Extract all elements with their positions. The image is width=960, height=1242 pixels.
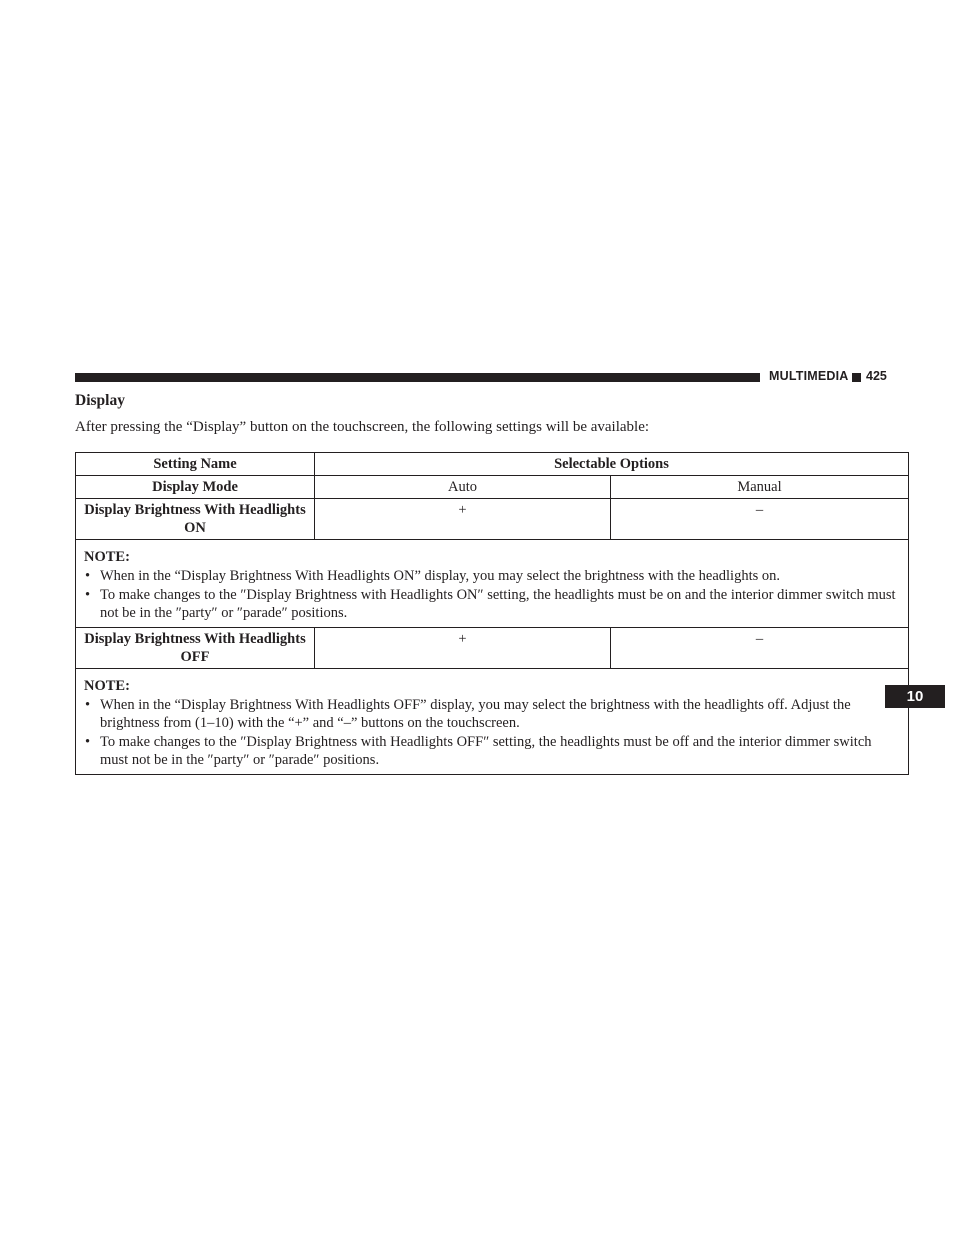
note-list bbox=[84, 567, 900, 622]
setting-name-line: Display Brightness With Headlights bbox=[84, 631, 306, 647]
option-cell: – bbox=[755, 502, 764, 518]
bullet-icon: • bbox=[85, 568, 91, 584]
header-selectable-options: Selectable Options bbox=[554, 456, 669, 472]
header-setting-name: Setting Name bbox=[76, 453, 315, 475]
running-header: MULTIMEDIA bbox=[769, 369, 849, 383]
option-cell: Auto bbox=[315, 476, 611, 498]
setting-name-cell bbox=[76, 499, 315, 539]
setting-name-line: ON bbox=[184, 520, 206, 536]
note-label: NOTE: bbox=[84, 678, 130, 694]
table-row bbox=[76, 627, 908, 668]
note-text: To make changes to the ″Display Brightness with Headlights ON″ setting, the headlights must be on and the interior dimmer switch must not be in the ″party″ or ″parade″ positions. bbox=[100, 587, 896, 621]
header-divider bbox=[852, 373, 861, 382]
setting-name-line: OFF bbox=[180, 649, 210, 665]
section-title: Display bbox=[75, 392, 125, 409]
note-list bbox=[84, 696, 900, 769]
header-rule bbox=[75, 373, 760, 382]
note-item bbox=[84, 696, 900, 732]
note-label: NOTE: bbox=[84, 549, 130, 565]
note-block bbox=[76, 668, 908, 774]
table-row bbox=[76, 475, 908, 498]
option-cell: + bbox=[315, 499, 611, 539]
setting-name-line: Display Brightness With Headlights bbox=[84, 502, 306, 518]
page-number: 425 bbox=[866, 369, 887, 383]
bullet-icon: • bbox=[85, 734, 91, 750]
settings-table bbox=[75, 452, 909, 775]
chapter-tab: 10 bbox=[885, 685, 945, 708]
table-header-row bbox=[76, 453, 908, 475]
setting-name-cell bbox=[76, 628, 315, 668]
option-cell: + bbox=[315, 628, 611, 668]
note-item bbox=[84, 733, 900, 769]
option-cell: Manual bbox=[737, 479, 782, 495]
note-item bbox=[84, 567, 900, 585]
note-text: When in the “Display Brightness With Headlights OFF” display, you may select the brightness with the headlights off. Adjust the brightness from (1–10) with the “+” and “–” buttons on the touchscreen. bbox=[100, 697, 851, 731]
note-block bbox=[76, 539, 908, 627]
bullet-icon: • bbox=[85, 697, 91, 713]
table-row bbox=[76, 498, 908, 539]
note-text: When in the “Display Brightness With Headlights ON” display, you may select the brightness with the headlights on. bbox=[100, 568, 780, 584]
intro-paragraph: After pressing the “Display” button on the touchscreen, the following settings will be available: bbox=[75, 419, 650, 435]
bullet-icon: • bbox=[85, 587, 91, 603]
setting-name-cell: Display Mode bbox=[76, 476, 315, 498]
note-text: To make changes to the ″Display Brightness with Headlights OFF″ setting, the headlights must be off and the interior dimmer switch must not be in the ″party″ or ″parade″ positions. bbox=[100, 734, 872, 768]
note-item bbox=[84, 586, 900, 622]
option-cell: – bbox=[755, 631, 764, 647]
